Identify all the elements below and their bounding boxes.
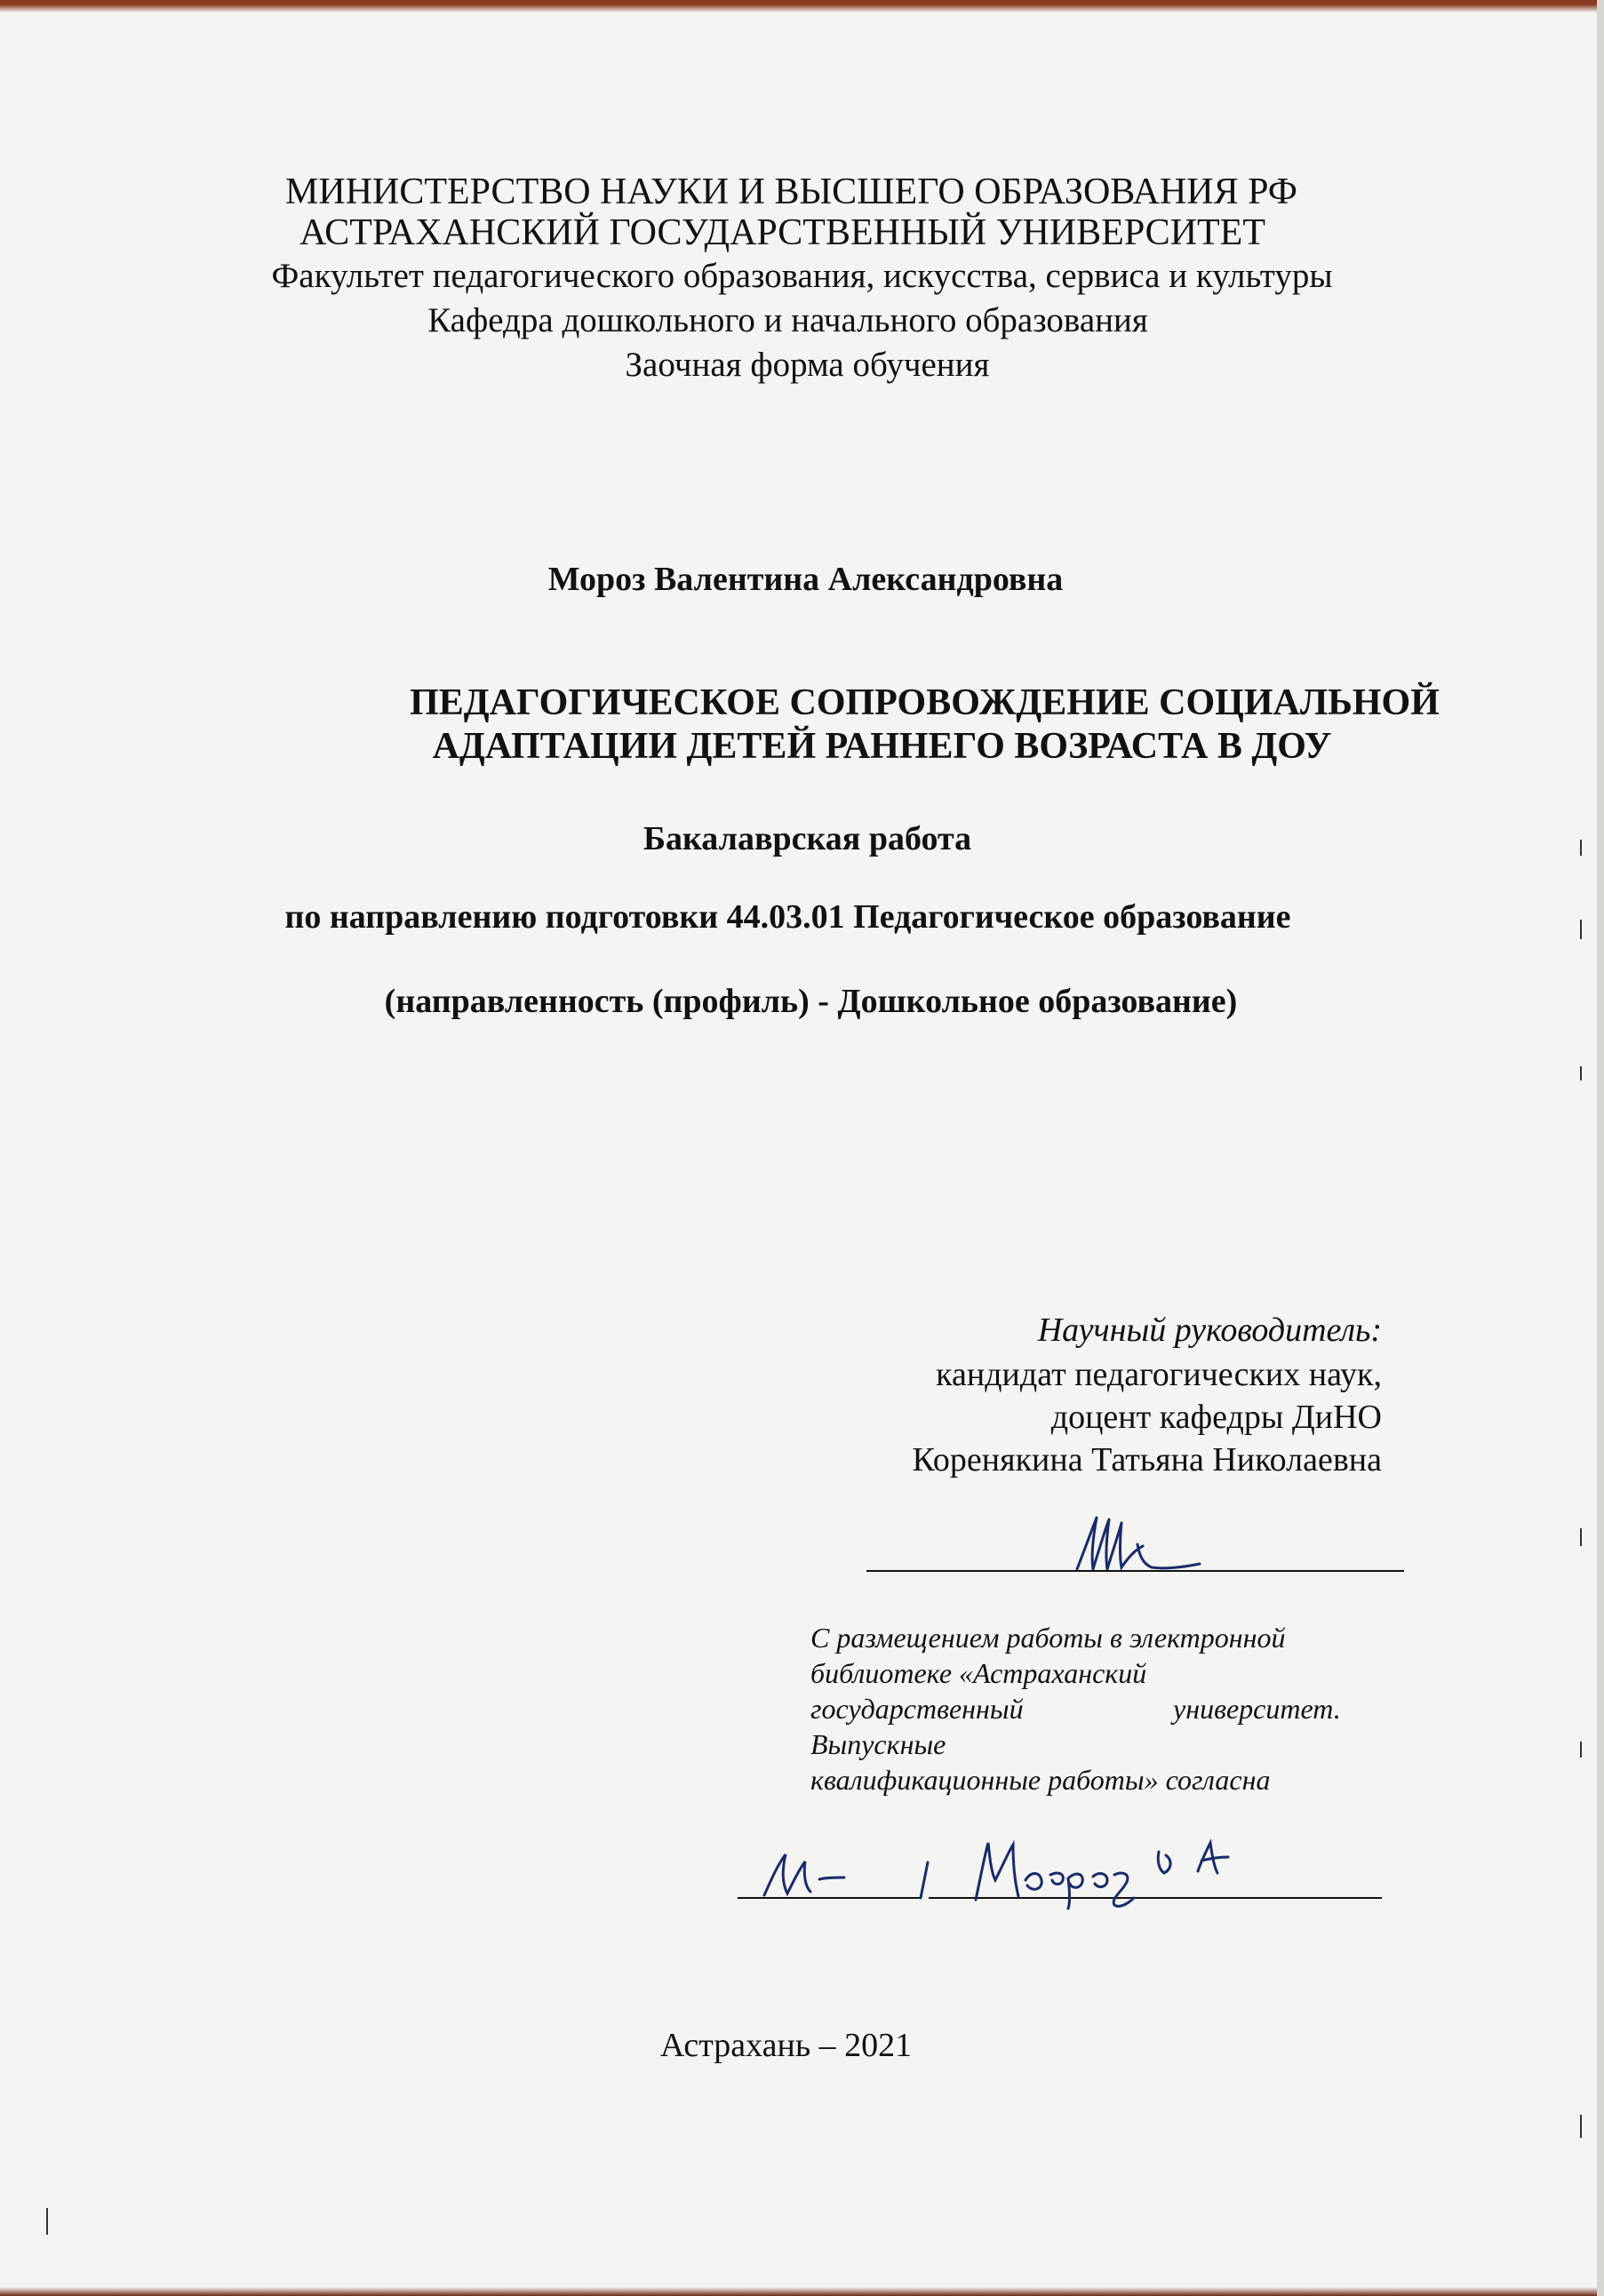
student-initials-signature	[755, 1844, 933, 1906]
title-line-2: АДАПТАЦИИ ДЕТЕЙ РАННЕГО ВОЗРАСТА В ДОУ	[432, 726, 1332, 767]
work-type: Бакалаврская работа	[642, 820, 972, 857]
consent-line-3b: университет.	[1173, 1693, 1341, 1725]
department-heading: Кафедра дошкольного и начального образования	[427, 301, 1148, 339]
scan-artifact	[46, 2208, 48, 2235]
consent-line-1: С размещением работы в электронной	[810, 1622, 1286, 1654]
profile: (направленность (профиль) - Дошкольное образование)	[384, 983, 1238, 1020]
consent-line-2: библиотеке «Астраханский	[810, 1657, 1147, 1689]
title-line-1: ПЕДАГОГИЧЕСКОЕ СОПРОВОЖДЕНИЕ СОЦИАЛЬНОЙ	[410, 682, 1440, 723]
consent-line-4: Выпускные	[810, 1728, 946, 1760]
scan-edge-bottom	[0, 2287, 1604, 2296]
direction: по направлению подготовки 44.03.01 Педагогическое образование	[284, 898, 1291, 936]
scan-artifact	[1580, 1742, 1582, 1758]
supervisor-position: доцент кафедры ДиНО	[1050, 1399, 1382, 1436]
author-name: Мороз Валентина Александровна	[547, 561, 1064, 598]
city-year: Астрахань – 2021	[659, 2027, 913, 2064]
scan-artifact	[1580, 1528, 1582, 1546]
university-heading: АСТРАХАНСКИЙ ГОСУДАРСТВЕННЫЙ УНИВЕРСИТЕТ	[299, 212, 1265, 253]
ministry-heading: МИНИСТЕРСТВО НАУКИ И ВЫСШЕГО ОБРАЗОВАНИЯ РФ	[285, 171, 1297, 212]
scan-artifact	[1580, 1066, 1582, 1080]
scan-artifact	[1580, 2115, 1582, 2138]
scan-edge-top	[0, 0, 1604, 12]
supervisor-label: Научный руководитель:	[1037, 1311, 1382, 1349]
faculty-heading: Факультет педагогического образования, искусства, сервиса и культуры	[271, 257, 1333, 295]
supervisor-signature	[1066, 1511, 1226, 1582]
study-form: Заочная форма обучения	[625, 346, 990, 384]
student-name-signature	[969, 1830, 1289, 1910]
supervisor-degree: кандидат педагогических наук,	[936, 1356, 1382, 1393]
consent-line-3a: государственный	[810, 1693, 1024, 1725]
signature-separator-mark	[915, 1859, 933, 1903]
supervisor-name: Коренякина Татьяна Николаевна	[912, 1441, 1382, 1479]
consent-line-5: квалификационные работы» согласна	[810, 1764, 1271, 1796]
